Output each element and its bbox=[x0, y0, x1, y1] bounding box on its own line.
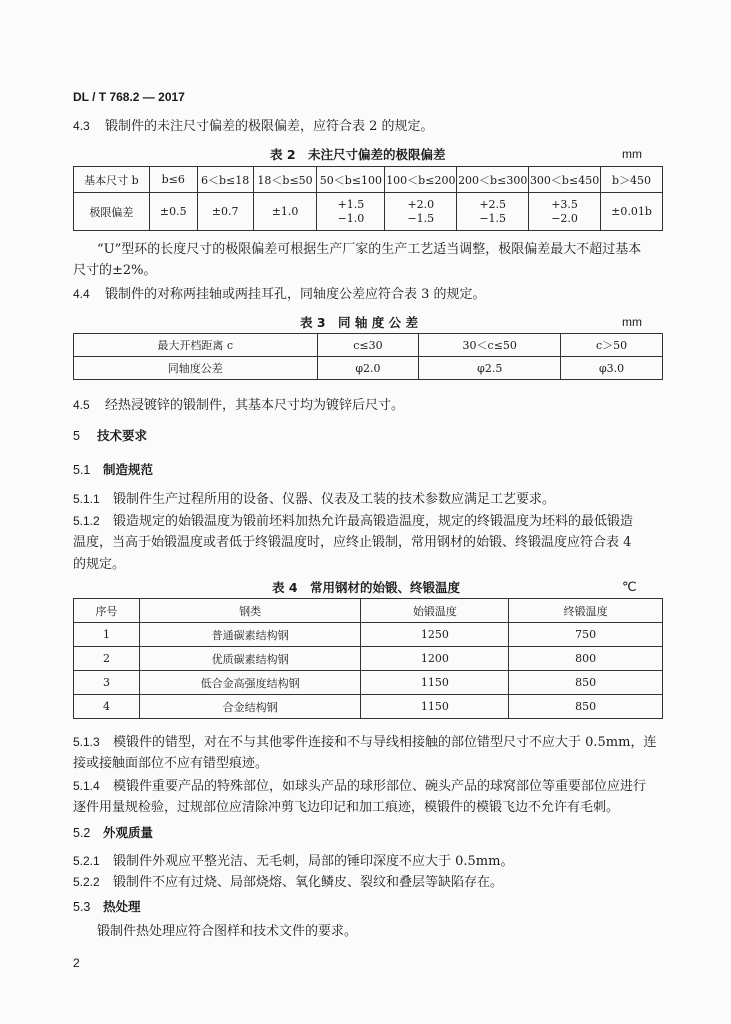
table-cell: b＞450 bbox=[601, 167, 663, 193]
clause-text: 锻造规定的始锻温度为锻前坯料加热允许最高锻造温度，规定的终锻温度为坯料的最低锻造 bbox=[113, 514, 634, 529]
clause-5-2-1 bbox=[73, 851, 513, 872]
clause-5-1-2-line-2: 温度，当高于始锻温度或者低于终锻温度时，应终止锻制，常用钢材的始锻、终锻温度应符合表 4 bbox=[73, 535, 632, 550]
lower-deviation: −2.0 bbox=[551, 211, 578, 225]
clause-text: 锻制件不应有过烧、局部烧熔、氧化鳞皮、裂纹和叠层等缺陷存在。 bbox=[113, 875, 504, 890]
table-cell: 普通碳素结构钢 bbox=[139, 623, 361, 647]
table-2-unit: mm bbox=[622, 147, 642, 161]
table-cell bbox=[385, 193, 457, 231]
section-5-heading bbox=[73, 426, 147, 444]
table-cell: ±0.7 bbox=[197, 193, 253, 231]
table-cell: c＞50 bbox=[561, 334, 663, 357]
clause-5-1-1 bbox=[73, 489, 555, 510]
upper-deviation: +2.0 bbox=[407, 197, 435, 211]
table-cell bbox=[529, 193, 601, 231]
table-cell: 2 bbox=[74, 647, 140, 671]
table-3-header-row bbox=[74, 334, 663, 357]
document-header: DL / T 768.2 — 2017 bbox=[73, 90, 185, 104]
clause-number: 5.2.2 bbox=[73, 875, 100, 889]
section-number: 5.2 bbox=[73, 826, 91, 840]
clause-text: 锻制件生产过程所用的设备、仪器、仪表及工装的技术参数应满足工艺要求。 bbox=[113, 492, 556, 507]
table-cell: 优质碳素结构钢 bbox=[139, 647, 361, 671]
clause-4-3 bbox=[73, 116, 434, 137]
clause-5-1-4-line-1 bbox=[73, 776, 646, 797]
table-cell: 1150 bbox=[361, 695, 509, 719]
clause-text: 锻制件的未注尺寸偏差的极限偏差，应符合表 2 的规定。 bbox=[105, 119, 434, 134]
table-cell: 1150 bbox=[361, 671, 509, 695]
table-cell: ±0.5 bbox=[149, 193, 197, 231]
clause-5-1-3-line-2: 接或接触面部位不应有错型痕迹。 bbox=[73, 756, 269, 771]
table-cell: 同轴度公差 bbox=[74, 357, 318, 380]
clause-number: 5.1.1 bbox=[73, 492, 100, 506]
table-row bbox=[74, 695, 663, 719]
clause-number: 5.2.1 bbox=[73, 854, 100, 868]
table-cell: 最大开档距离 c bbox=[74, 334, 318, 357]
page-number: 2 bbox=[73, 956, 80, 970]
table-header-cell: 序号 bbox=[74, 599, 140, 623]
table-row bbox=[74, 623, 663, 647]
clause-5-1-4-line-2: 逐件用量规检验，过规部位应清除冲剪飞边印记和加工痕迹，模锻件的模锻飞边不允许有毛刺。 bbox=[73, 800, 620, 815]
table-cell: c≤30 bbox=[317, 334, 419, 357]
table-4-caption: 表 4 常用钢材的始锻、终锻温度 bbox=[272, 580, 461, 595]
section-number: 5.3 bbox=[73, 900, 91, 914]
clause-4-5 bbox=[73, 395, 404, 416]
table-3 bbox=[73, 333, 663, 380]
table-header-cell: 终锻温度 bbox=[509, 599, 663, 623]
clause-4-4 bbox=[73, 284, 486, 305]
table-cell: 基本尺寸 b bbox=[74, 167, 150, 193]
table-cell: 合金结构钢 bbox=[139, 695, 361, 719]
table-cell: 极限偏差 bbox=[74, 193, 150, 231]
table-cell: 50＜b≤100 bbox=[317, 167, 385, 193]
section-title: 制造规范 bbox=[103, 462, 154, 477]
table-cell: 低合金高强度结构钢 bbox=[139, 671, 361, 695]
table-cell: 1200 bbox=[361, 647, 509, 671]
section-title: 外观质量 bbox=[103, 825, 154, 840]
clause-number: 5.1.2 bbox=[73, 514, 100, 528]
lower-deviation: −1.5 bbox=[479, 211, 507, 225]
table-header-cell: 钢类 bbox=[139, 599, 361, 623]
heat-treatment-text: 锻制件热处理应符合图样和技术文件的要求。 bbox=[97, 924, 358, 939]
table-cell bbox=[457, 193, 529, 231]
table-cell: φ2.5 bbox=[419, 357, 561, 380]
table-2-caption: 表 2 未注尺寸偏差的极限偏差 bbox=[270, 147, 446, 162]
table-2-deviation-row bbox=[74, 193, 663, 231]
table-4 bbox=[73, 598, 663, 719]
table-cell: 750 bbox=[509, 623, 663, 647]
table-cell: 3 bbox=[74, 671, 140, 695]
clause-text: 模锻件的错型，对在不与其他零件连接和不与导线相接触的部位错型尺寸不应大于 0.5mm，连 bbox=[113, 735, 657, 750]
table-3-unit: mm bbox=[622, 315, 642, 329]
table-cell: 4 bbox=[74, 695, 140, 719]
table-4-header-row bbox=[74, 599, 663, 623]
section-5-2-heading bbox=[73, 823, 153, 841]
table-cell: 6＜b≤18 bbox=[197, 167, 253, 193]
table-cell: φ2.0 bbox=[317, 357, 419, 380]
table-cell: φ3.0 bbox=[561, 357, 663, 380]
table-cell: 850 bbox=[509, 671, 663, 695]
clause-text: 锻制件外观应平整光洁、无毛刺，局部的锤印深度不应大于 0.5mm。 bbox=[113, 854, 514, 869]
upper-deviation: +2.5 bbox=[479, 197, 507, 211]
table-row bbox=[74, 671, 663, 695]
clause-number: 4.5 bbox=[73, 398, 90, 412]
clause-text: 经热浸镀锌的锻制件，其基本尺寸均为镀锌后尺寸。 bbox=[105, 398, 405, 413]
table-2 bbox=[73, 166, 663, 231]
clause-number: 4.3 bbox=[73, 119, 90, 133]
upper-deviation: +3.5 bbox=[551, 197, 578, 211]
table-row bbox=[74, 647, 663, 671]
table-cell: 300＜b≤450 bbox=[529, 167, 601, 193]
table-cell bbox=[317, 193, 385, 231]
clause-5-1-2-line-1 bbox=[73, 511, 633, 532]
clause-text: 锻制件的对称两挂轴或两挂耳孔，同轴度公差应符合表 3 的规定。 bbox=[105, 287, 486, 302]
table-cell: ±1.0 bbox=[253, 193, 317, 231]
table-cell: 1 bbox=[74, 623, 140, 647]
table-cell: 18＜b≤50 bbox=[253, 167, 317, 193]
upper-deviation: +1.5 bbox=[337, 197, 365, 211]
table-cell: 1250 bbox=[361, 623, 509, 647]
note-u-line-2: 尺寸的±2%。 bbox=[73, 263, 157, 278]
note-u-line-1: “U”型环的长度尺寸的极限偏差可根据生产厂家的生产工艺适当调整，极限偏差最大不超过基本 bbox=[97, 242, 642, 257]
table-cell: 800 bbox=[509, 647, 663, 671]
clause-5-2-2 bbox=[73, 872, 503, 893]
table-cell: 100＜b≤200 bbox=[385, 167, 457, 193]
clause-number: 4.4 bbox=[73, 287, 90, 301]
clause-5-1-3-line-1 bbox=[73, 732, 656, 753]
table-cell: ±0.01b bbox=[601, 193, 663, 231]
table-cell: 850 bbox=[509, 695, 663, 719]
section-number: 5.1 bbox=[73, 463, 91, 477]
table-cell: 200＜b≤300 bbox=[457, 167, 529, 193]
clause-number: 5.1.3 bbox=[73, 735, 100, 749]
table-2-header-row bbox=[74, 167, 663, 193]
section-5-3-heading bbox=[73, 897, 141, 915]
section-title: 技术要求 bbox=[97, 428, 148, 443]
lower-deviation: −1.5 bbox=[407, 211, 435, 225]
table-3-caption: 表 3 同 轴 度 公 差 bbox=[300, 315, 418, 330]
table-cell: 30＜c≤50 bbox=[419, 334, 561, 357]
table-header-cell: 始锻温度 bbox=[361, 599, 509, 623]
section-title: 热处理 bbox=[103, 899, 141, 914]
lower-deviation: −1.0 bbox=[337, 211, 365, 225]
table-cell: b≤6 bbox=[149, 167, 197, 193]
clause-text: 模锻件重要产品的特殊部位，如球头产品的球形部位、碗头产品的球窝部位等重要部位应进行 bbox=[113, 779, 647, 794]
clause-number: 5.1.4 bbox=[73, 779, 100, 793]
section-5-1-heading bbox=[73, 460, 153, 478]
section-number: 5 bbox=[73, 429, 80, 443]
table-3-tolerance-row bbox=[74, 357, 663, 380]
clause-5-1-2-line-3: 的规定。 bbox=[73, 557, 126, 572]
table-4-unit: ℃ bbox=[622, 579, 637, 594]
